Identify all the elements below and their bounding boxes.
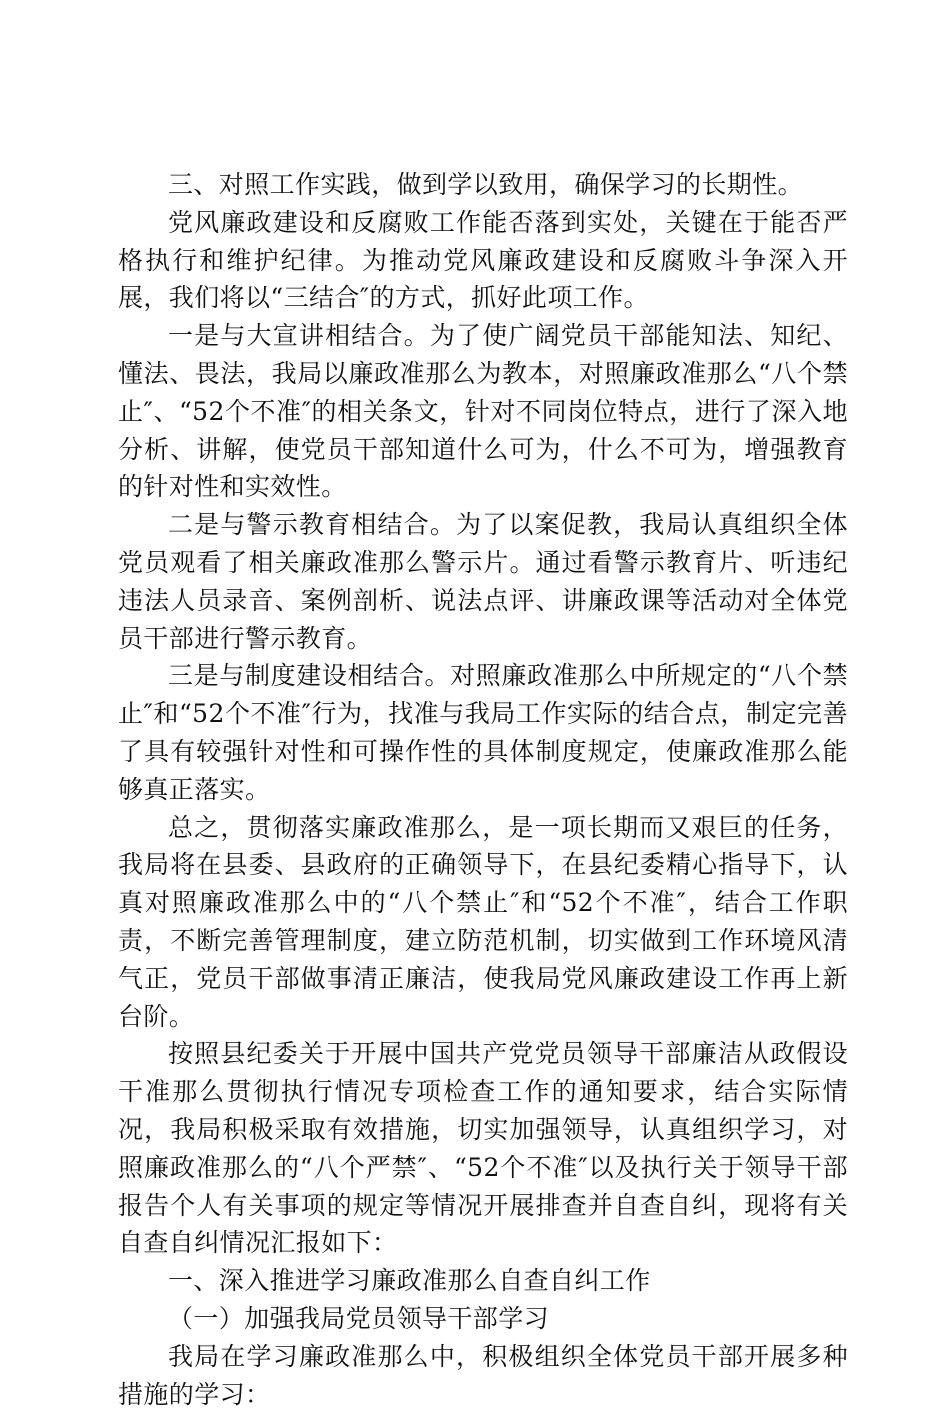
- paragraph-discipline-intro: 党风廉政建设和反腐败工作能否落到实处，关键在于能否严格执行和维护纪律。为推动党风廉政建设和反腐败斗争深入开展，我们将以“三结合″的方式，抓好此项工作。: [118, 207, 848, 313]
- paragraph-publicity-combination: 一是与大宣讲相结合。为了使广阔党员干部能知法、知纪、懂法、畏法，我局以廉政准那么为教本，对照廉政准那么“八个禁止″、“52个不准″的相关条文，针对不同岗位特点，进行了深入地分析、讲解，使党员干部知道什么可为，什么不可为，增强教育的针对性和实效性。: [118, 321, 848, 502]
- paragraph-study-measures: 我局在学习廉政准那么中，积极组织全体党员干部开展多种措施的学习：: [118, 1341, 848, 1409]
- paragraph-system-building: 三是与制度建设相结合。对照廉政准那么中所规定的“八个禁止″和“52个不准″行为，找准与我局工作实际的结合点，制定完善了具有较强针对性和可操作性的具体制度规定，使廉政准那么能够真正落实。: [118, 661, 848, 804]
- paragraph-section-three-heading: 三、对照工作实践，做到学以致用，确保学习的长期性。: [168, 170, 804, 199]
- paragraph-warning-education: 二是与警示教育相结合。为了以案促教，我局认真组织全体党员观看了相关廉政准那么警示片。通过看警示教育片、听违纪违法人员录音、案例剖析、说法点评、讲廉政课等活动对全体党员干部进行警示教育。: [118, 510, 848, 653]
- paragraph-conclusion: 总之，贯彻落实廉政准那么，是一项长期而又艰巨的任务，我局将在县委、县政府的正确领导下，在县纪委精心指导下，认真对照廉政准那么中的“八个禁止″和“52个不准″，结合工作职责，不断完善管理制度，建立防范机制，切实做到工作环境风清气正，党员干部做事清正廉洁，使我局党风廉政建设工作再上新台阶。: [118, 812, 848, 1031]
- paragraph-section-one-heading: 一、深入推进学习廉政准那么自查自纠工作: [168, 1266, 651, 1296]
- document-body: [118, 166, 848, 1413]
- paragraph-inspection-notice: 按照县纪委关于开展中国共产党党员领导干部廉洁从政假设干准那么贯彻执行情况专项检查工作的通知要求，结合实际情况，我局积极采取有效措施，切实加强领导，认真组织学习，对照廉政准那么的“八个严禁″、“52个不准″以及执行关于领导干部报告个人有关事项的规定等情况开展排查并自查自纠，现将有关自查自纠情况汇报如下：: [118, 1039, 848, 1258]
- paragraph-subsection-one-heading: （一）加强我局党员领导干部学习: [168, 1303, 550, 1333]
